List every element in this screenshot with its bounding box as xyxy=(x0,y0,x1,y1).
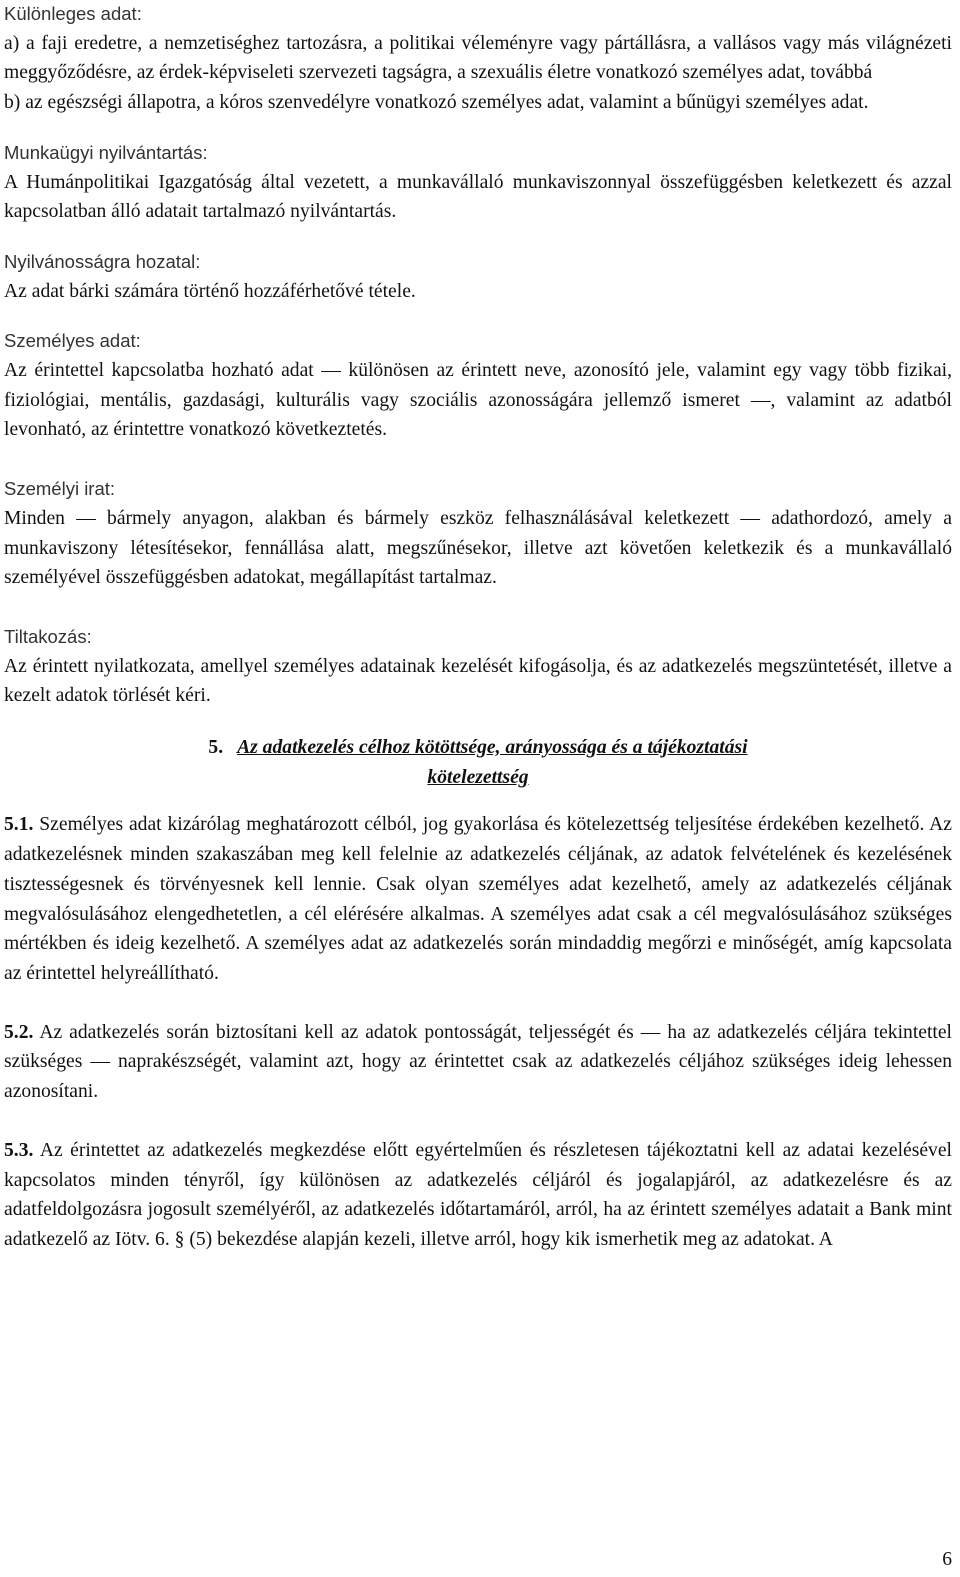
page-number: 6 xyxy=(942,1549,952,1570)
definition-text: Minden ― bármely anyagon, alakban és bármely eszköz felhasználásával keletkezett ― adathordozó, amely a munkaviszony létesítésekor, fennállása alatt, megszűnésekor, illetve azt követően keletkezik és a munkavállaló személyével összefüggésben adatokat, megállapítást tartalmaz. xyxy=(4,507,952,589)
paragraph-5-3 xyxy=(4,1136,952,1255)
paragraph-text: Az adatkezelés során biztosítani kell az adatok pontosságát, teljességét és ― ha az adatkezelés céljára tekintettel szükséges ― naprakészségét, valamint azt, hogy az érintettet csak az adatkezelés céljához szükséges ideig lehessen azonosítani. xyxy=(4,1021,952,1103)
definition-publication xyxy=(4,247,952,306)
section-title-line1: Az adatkezelés célhoz kötöttsége, arányossága és a tájékoztatási xyxy=(237,737,748,759)
definition-employment-register xyxy=(4,138,952,227)
paragraph-text: Személyes adat kizárólag meghatározott célból, jog gyakorlása és kötelezettség teljesítése érdekében kezelhető. Az adatkezelésnek minden szakaszában meg kell felelnie az adatkezelés céljának, az adatok felvételének és kezelésének tisztességesnek és törvényesnek kell lennie. Csak olyan személyes adat kezelhető, amely az adatkezelés céljának megvalósulásához elengedhetetlen, a cél elérésére alkalmas. A személyes adat csak a cél megvalósulásához szükséges mértékben és ideig kezelhető. A személyes adat az adatkezelés során mindaddig megőrzi e minőségét, amíg kapcsolata az érintettel helyreállítható. xyxy=(4,814,952,984)
paragraph-number: 5.1. xyxy=(4,814,34,836)
section-title-line2: kötelezettség xyxy=(427,766,529,788)
definition-term: Személyi irat: xyxy=(4,478,116,500)
definition-term: Különleges adat: xyxy=(4,3,142,24)
definition-term: Munkaügyi nyilvántartás: xyxy=(4,141,208,163)
definition-text: Az érintett nyilatkozata, amellyel személyes adatainak kezelését kifogásolja, és az adatkezelés megszüntetését, illetve a kezelt adatok törlését kéri. xyxy=(4,655,952,707)
paragraph-number: 5.3. xyxy=(4,1139,34,1161)
definition-text: a) a faji eredetre, a nemzetiséghez tartozásra, a politikai véleményre vagy pártállásra, a vallásos vagy más világnézeti meggyőződésre, az érdek-képviseleti szervezeti tagságra, a szexuális életre vonatkozó személyes adat, továbbá xyxy=(4,32,952,84)
definition-personal-document xyxy=(4,474,952,593)
section-number: 5. xyxy=(208,737,224,759)
document-page xyxy=(4,0,952,1284)
paragraph-text: Az érintettet az adatkezelés megkezdése előtt egyértelműen és részletesen tájékoztatni kell az adatai kezelésével kapcsolatos minden tényről, így különösen az adatkezelés céljáról és jogalapjáról, az adatkezelésre és az adatfeldolgozásra jogosult személyéről, az adatkezelés időtartamáról, arról, ha az érintett személyes adatait a Bank mint adatkezelő az Iötv. 6. § (5) bekezdése alapján kezeli, illetve arról, hogy kik ismerhetik meg az adatokat. A xyxy=(4,1139,952,1250)
definition-term: Tiltakozás: xyxy=(4,625,92,647)
definition-objection xyxy=(4,622,952,711)
paragraph-5-2 xyxy=(4,1018,952,1107)
definition-personal-data xyxy=(4,326,952,445)
definition-term: Személyes adat: xyxy=(4,330,141,352)
definition-text: A Humánpolitikai Igazgatóság által vezetett, a munkavállaló munkaviszonnyal összefüggésben keletkezett és azzal kapcsolatban álló adatait tartalmazó nyilvántartás. xyxy=(4,171,952,223)
paragraph-number: 5.2. xyxy=(4,1021,34,1043)
definition-text: Az érintettel kapcsolatba hozható adat ― különösen az érintett neve, azonosító jele, valamint egy vagy több fizikai, fiziológiai, mentális, gazdasági, kulturális vagy szociális azonosságára jellemző ismeret ―, valamint az adatból levonható, az érintettre vonatkozó következtetés. xyxy=(4,360,952,441)
definition-text: b) az egészségi állapotra, a kóros szenvedélyre vonatkozó személyes adat, valamint a bűnügyi személyes adat. xyxy=(4,92,869,114)
paragraph-5-1 xyxy=(4,810,952,988)
definition-text: Az adat bárki számára történő hozzáférhetővé tétele. xyxy=(4,280,416,302)
definition-term: Nyilvánosságra hozatal: xyxy=(4,250,201,272)
section-heading xyxy=(4,733,952,792)
definition-special-data xyxy=(4,0,952,118)
